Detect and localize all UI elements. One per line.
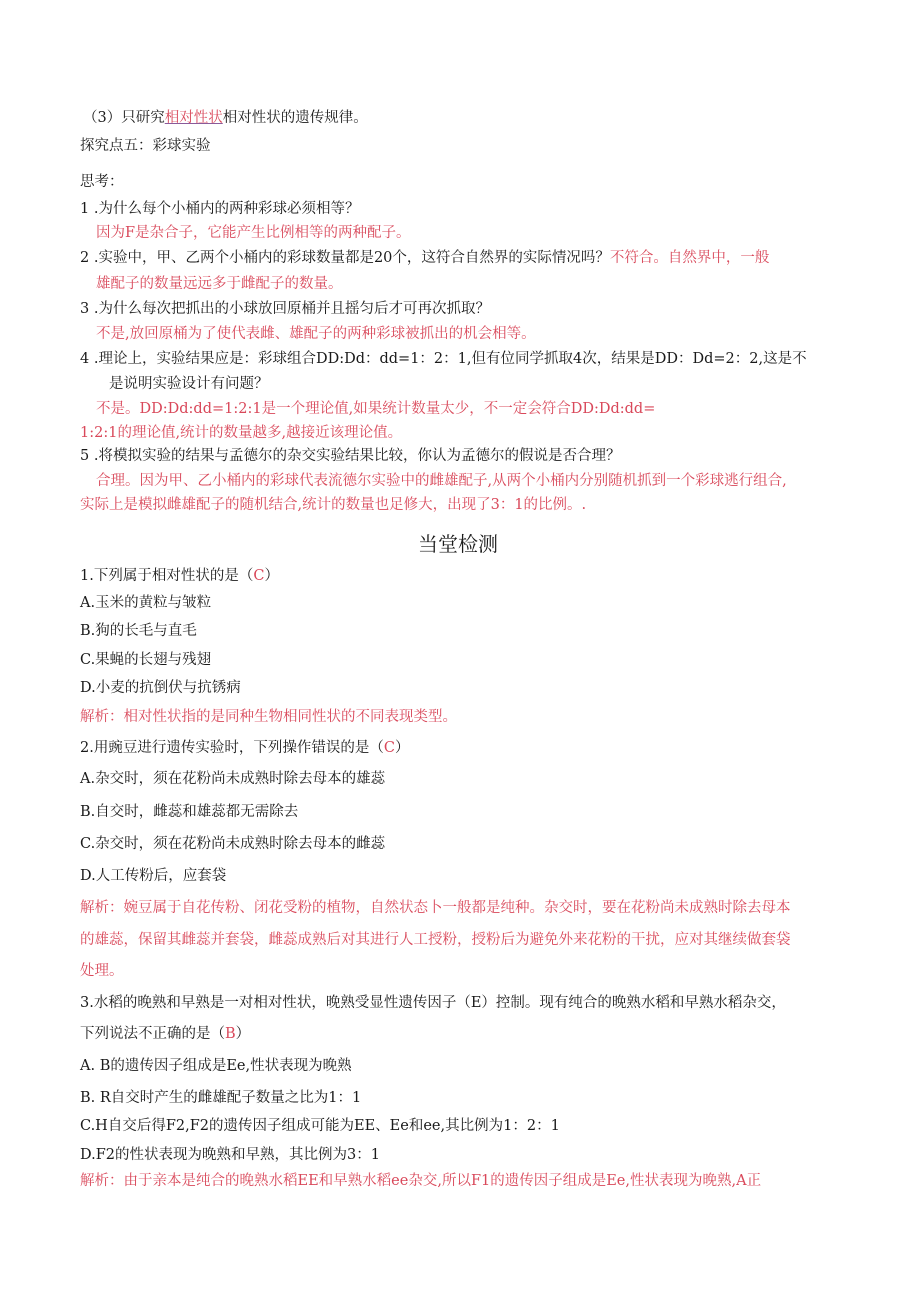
quiz-question-1: 1.下列属于相对性状的是（C） xyxy=(80,568,279,584)
quiz-2-analysis: 解析：婉豆属于自花传粉、闭花受粉的植物，自然状态卜一般都是纯种。杂交时，要在花粉尚未成熟时除去母本 xyxy=(80,900,791,916)
section-5-title: 探究点五：彩球实验 xyxy=(80,138,211,154)
quiz-question-3-cont: 下列说法不正确的是（B） xyxy=(80,1026,251,1042)
quiz-2-analysis-end: 处理。 xyxy=(80,963,124,979)
quiz-3-option-b: B. R自交时产生的雌雄配子数量之比为1：1 xyxy=(80,1090,362,1106)
quiz-1-option-b: B.狗的长毛与直毛 xyxy=(80,623,197,639)
thinking-question-3: 3 .为什么每次把抓出的小球放回原桶并且摇匀后才可再次抓取？ xyxy=(80,301,490,317)
thinking-answer-1: 因为F是杂合子，它能产生比例相等的两种配子。 xyxy=(96,225,411,241)
quiz-2-option-c: C.杂交时，须在花粉尚未成熟时除去母本的雌蕊 xyxy=(80,836,386,852)
quiz-3-analysis: 解析：由于亲本是纯合的晚熟水稻EE和早熟水稻ee杂交,所以F1的遗传因子组成是Ee,性状表现为晚熟,A正 xyxy=(80,1173,762,1189)
quiz-3-option-c: C.H自交后得F2,F2的遗传因子组成可能为EE、Ee和ee,其比例为1：2：1 xyxy=(80,1118,560,1134)
answer-letter: B xyxy=(225,1026,236,1042)
quiz-1-analysis: 解析：相对性状指的是同种生物相同性状的不同表现类型。 xyxy=(80,709,457,725)
thinking-question-4-cont: 是说明实验设计有问题？ xyxy=(109,376,269,392)
thinking-answer-5: 合理。因为甲、乙小桶内的彩球代表流德尔实验中的雌雄配子,从两个小桶内分别随机抓到一个彩球逃行组合, xyxy=(96,473,787,489)
thinking-label: 思考： xyxy=(80,174,124,190)
thinking-question-2: 2 .实验中，甲、乙两个小桶内的彩球数量都是20个，这符合自然界的实际情况吗？不符合。自然界中，一般 xyxy=(80,250,770,266)
answer-letter: C xyxy=(383,740,395,756)
highlight-term: 相对性状 xyxy=(164,110,223,126)
quiz-2-option-b: B.自交时，雌蕊和雄蕊都无需除去 xyxy=(80,804,299,820)
quiz-question-2: 2.用豌豆进行遗传实验时，下列操作错误的是（C） xyxy=(80,740,410,756)
thinking-answer-5-cont: 实际上是模拟雌雄配子的随机结合,统计的数量也足修大，出现了3：1的比例。. xyxy=(80,497,587,513)
thinking-question-4: 4 .理论上，实验结果应是：彩球组合DD:Dd：dd=1：2：1,但有位同学抓取4次，结果是DD：Dd=2：2,这是不 xyxy=(80,351,807,367)
quiz-title: 当堂检测 xyxy=(418,532,498,556)
quiz-2-analysis-cont: 的雄蕊，保留其雌蕊并套袋，雌蕊成熟后对其进行人工授粉，授粉后为避免外来花粉的干扰，应对其继续做套袋 xyxy=(80,932,791,948)
quiz-3-option-d: D.F2的性状表现为晚熟和早熟，其比例为3：1 xyxy=(80,1147,380,1163)
answer-letter: C xyxy=(253,568,265,584)
quiz-2-option-a: A.杂交时，须在花粉尚未成熟时除去母本的雄蕊 xyxy=(80,771,386,787)
quiz-1-option-d: D.小麦的抗倒伏与抗锈病 xyxy=(80,680,241,696)
thinking-question-5: 5 .将模拟实验的结果与孟德尔的杂交实验结果比较，你认为孟德尔的假说是否合理？ xyxy=(80,448,621,464)
thinking-question-1: 1 .为什么每个小桶内的两种彩球必须相等？ xyxy=(80,201,360,217)
thinking-answer-4-cont: 1:2:1的理论值,统计的数量越多,越接近该理论值。 xyxy=(80,425,403,441)
thinking-answer-2: 雄配子的数量远远多于雌配子的数量。 xyxy=(96,276,343,292)
intro-item-3: （3）只研究相对性状相对性状的遗传规律。 xyxy=(83,110,368,126)
quiz-2-option-d: D.人工传粉后，应套袋 xyxy=(80,868,227,884)
thinking-answer-4: 不是。DD:Dd:dd=1:2:1是一个理论值,如果统计数量太少，不一定会符合DD:Dd:dd= xyxy=(96,401,656,417)
quiz-1-option-c: C.果蝇的长翅与残翅 xyxy=(80,652,212,668)
thinking-answer-3: 不是,放回原桶为了使代表雌、雄配子的两种彩球被抓出的机会相等。 xyxy=(96,326,536,342)
quiz-3-option-a: A. B的遗传因子组成是Ee,性状表现为晚熟 xyxy=(80,1058,352,1074)
quiz-1-option-a: A.玉米的黄粒与皱粒 xyxy=(80,595,212,611)
quiz-question-3: 3.水稻的晚熟和早熟是一对相对性状，晚熟受显性遗传因子（E）控制。现有纯合的晚熟水稻和早熟水稻杂交， xyxy=(80,995,786,1011)
